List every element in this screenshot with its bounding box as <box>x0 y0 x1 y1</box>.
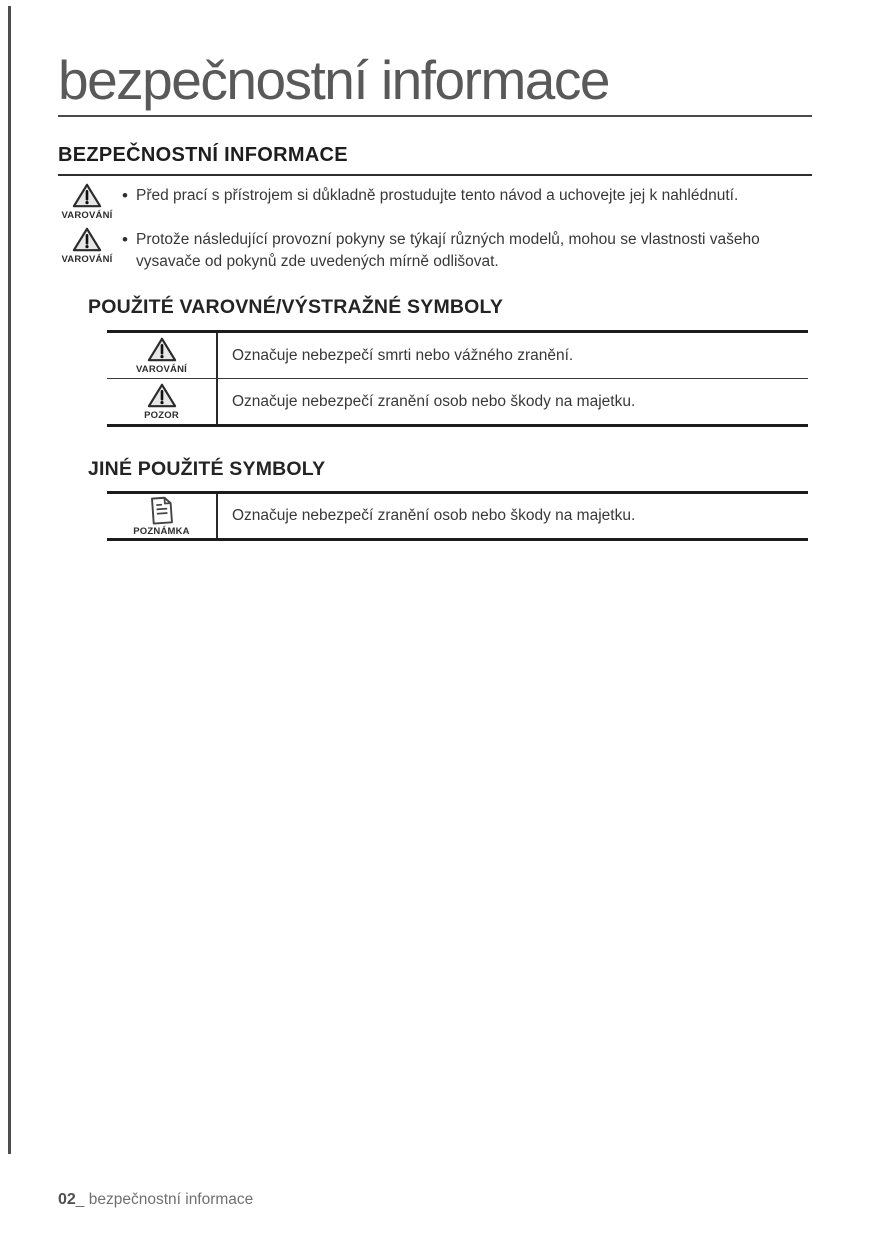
symbol-description: Označuje nebezpečí smrti nebo vážného zranění. <box>232 346 574 364</box>
warning-triangle-icon <box>147 336 177 363</box>
table-row <box>107 333 808 378</box>
warning-badge <box>58 226 116 265</box>
warning-text: Před prací s přístrojem si důkladně prostudujte tento návod a uchovejte jej k nahlédnutí. <box>136 187 739 204</box>
page-title: BEZPEČNOSTNÍ INFORMACE <box>58 144 348 166</box>
symbol-description: Označuje nebezpečí zranění osob nebo škody na majetku. <box>232 507 636 524</box>
symbols-table <box>107 330 808 427</box>
symbols-table <box>107 491 808 541</box>
symbol-label: POZNÁMKA <box>133 525 190 537</box>
warning-item <box>58 226 784 272</box>
symbol-cell <box>107 494 218 538</box>
warning-badge-label: VAROVÁNÍ <box>61 210 113 221</box>
warning-triangle-icon <box>147 382 177 409</box>
section-title: POUŽITÉ VAROVNÉ/VÝSTRAŽNÉ SYMBOLY <box>88 296 504 318</box>
warning-badge <box>58 182 116 221</box>
table-row <box>107 378 808 424</box>
warning-item <box>58 182 738 221</box>
bullet: • <box>122 186 128 205</box>
chapter-title: bezpečnostní informace <box>58 49 609 111</box>
symbol-cell <box>107 333 218 378</box>
warning-text: Protože následující provozní pokyny se týkají různých modelů, mohou se vlastnosti vašeho vysavače od pokynů zde uvedených mírně odlišovat. <box>136 231 760 270</box>
bullet: • <box>122 230 128 249</box>
page-edge-line <box>8 6 11 1154</box>
page-footer <box>58 1191 253 1209</box>
symbol-cell <box>107 379 218 424</box>
footer-label: bezpečnostní informace <box>88 1191 254 1208</box>
page-number: 02 <box>58 1191 76 1208</box>
section-title: JINÉ POUŽITÉ SYMBOLY <box>88 458 326 480</box>
symbol-label: POZOR <box>144 410 179 421</box>
note-document-icon <box>148 495 175 526</box>
symbol-label: VAROVÁNÍ <box>135 364 188 375</box>
chapter-title-rule <box>58 115 812 117</box>
warning-triangle-icon <box>72 182 102 209</box>
table-row <box>107 494 808 538</box>
footer-separator: _ <box>75 1191 89 1208</box>
warning-triangle-icon <box>72 226 102 253</box>
page-title-rule <box>58 174 812 176</box>
symbol-description: Označuje nebezpečí zranění osob nebo škody na majetku. <box>232 392 636 410</box>
warning-badge-label: VAROVÁNÍ <box>61 254 113 265</box>
